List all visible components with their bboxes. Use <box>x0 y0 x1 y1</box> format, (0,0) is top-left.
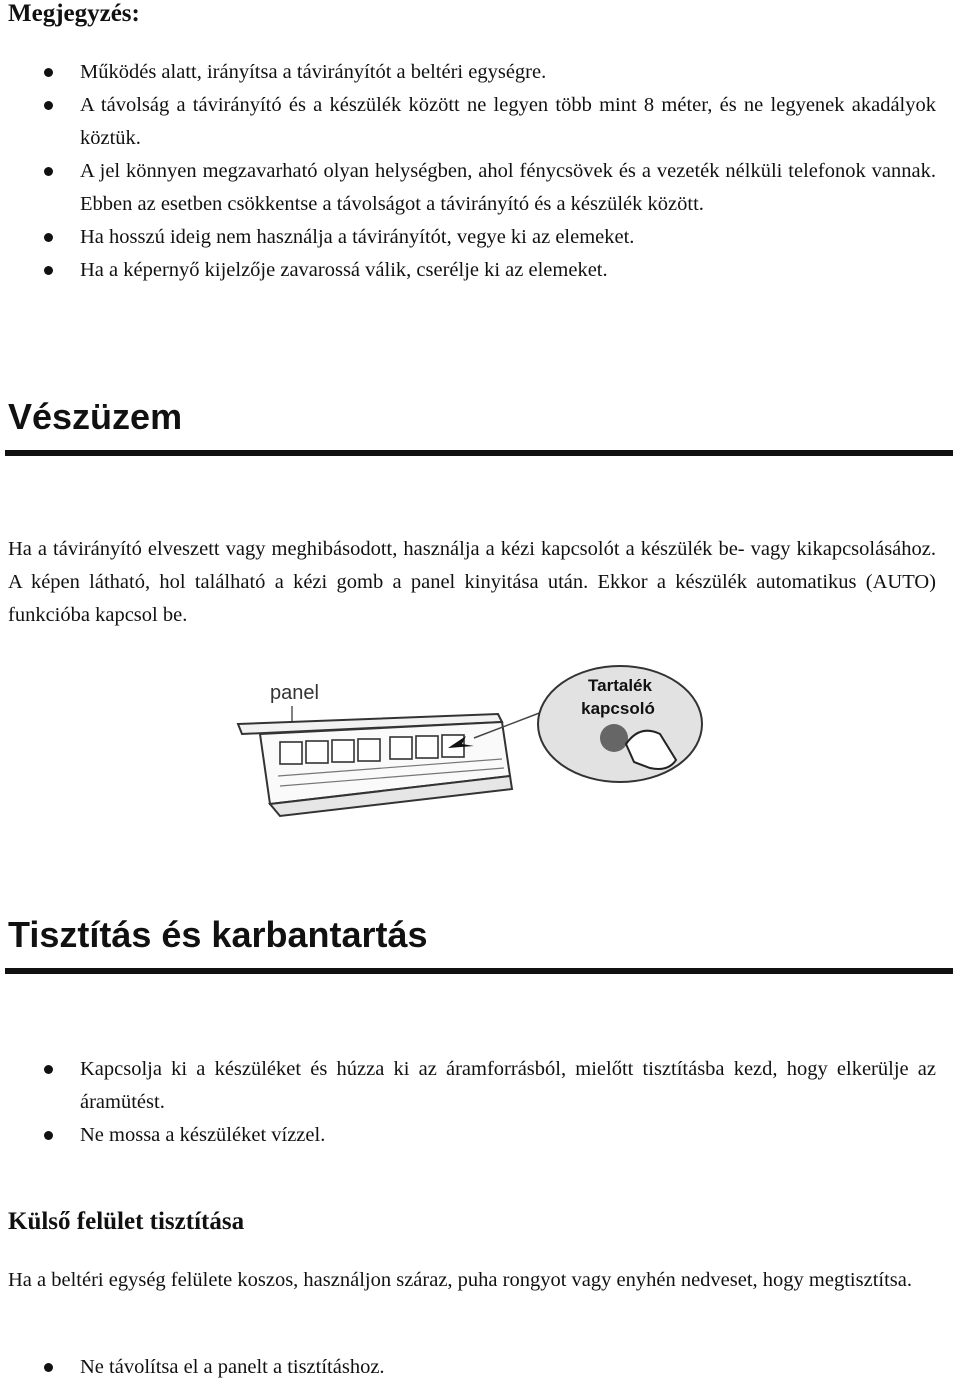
list-item: A jel könnyen megzavarható olyan helységben, ahol fénycsövek és a vezeték nélküli telefonok vannak. Ebben az esetben csökkentse a távolságot a távirányító és a készülék között. <box>0 155 960 221</box>
bullet-icon <box>44 1065 53 1074</box>
bullet-icon <box>44 233 53 242</box>
emergency-heading: Vészüzem <box>8 396 183 437</box>
list-item: Ne mossa a készüléket vízzel. <box>0 1119 960 1152</box>
cleaning-heading: Tisztítás és karbantartás <box>8 914 428 955</box>
panel-label: panel <box>270 682 319 704</box>
backup-switch-icon <box>600 724 628 752</box>
exterior-list <box>0 1351 960 1384</box>
section-divider <box>5 450 953 456</box>
cleaning-list <box>0 1053 960 1152</box>
bullet-icon <box>44 1363 53 1372</box>
bullet-icon <box>44 167 53 176</box>
bullet-icon <box>44 68 53 77</box>
exterior-text: Ha a beltéri egység felülete koszos, használjon száraz, puha rongyot vagy enyhén nedveset, hogy megtisztítsa. <box>8 1269 912 1291</box>
unit-illustration <box>230 664 730 834</box>
bullet-icon <box>44 101 53 110</box>
list-item: Ne távolítsa el a panelt a tisztításhoz. <box>0 1351 960 1384</box>
note-list <box>0 56 960 287</box>
list-item: A távolság a távirányító és a készülék között ne legyen több mint 8 méter, és ne legyenek akadályok köztük. <box>0 89 960 155</box>
list-item: Ha a képernyő kijelzője zavarossá válik, cserélje ki az elemeket. <box>0 254 960 287</box>
list-item: Ha hosszú ideig nem használja a távirányítót, vegye ki az elemeket. <box>0 221 960 254</box>
unit-figure <box>230 664 730 834</box>
switch-label-line2: kapcsoló <box>581 699 655 718</box>
bullet-icon <box>44 1131 53 1140</box>
exterior-heading: Külső felület tisztítása <box>8 1208 245 1235</box>
switch-label-line1: Tartalék <box>588 676 652 695</box>
section-divider <box>5 968 953 974</box>
emergency-text: Ha a távirányító elveszett vagy meghibásodott, használja a kézi kapcsolót a készülék be- vagy kikapcsolásához. A képen látható, hol található a kézi gomb a panel kinyitása után. Ekkor a készülék automatikus (AUTO) funkcióba kapcsol be. <box>8 538 936 626</box>
list-item: Kapcsolja ki a készüléket és húzza ki az áramforrásból, mielőtt tisztításba kezd, hogy elkerülje az áramütést. <box>0 1053 960 1119</box>
note-heading: Megjegyzés: <box>8 0 140 27</box>
bullet-icon <box>44 266 53 275</box>
list-item: Működés alatt, irányítsa a távirányítót a beltéri egységre. <box>0 56 960 89</box>
